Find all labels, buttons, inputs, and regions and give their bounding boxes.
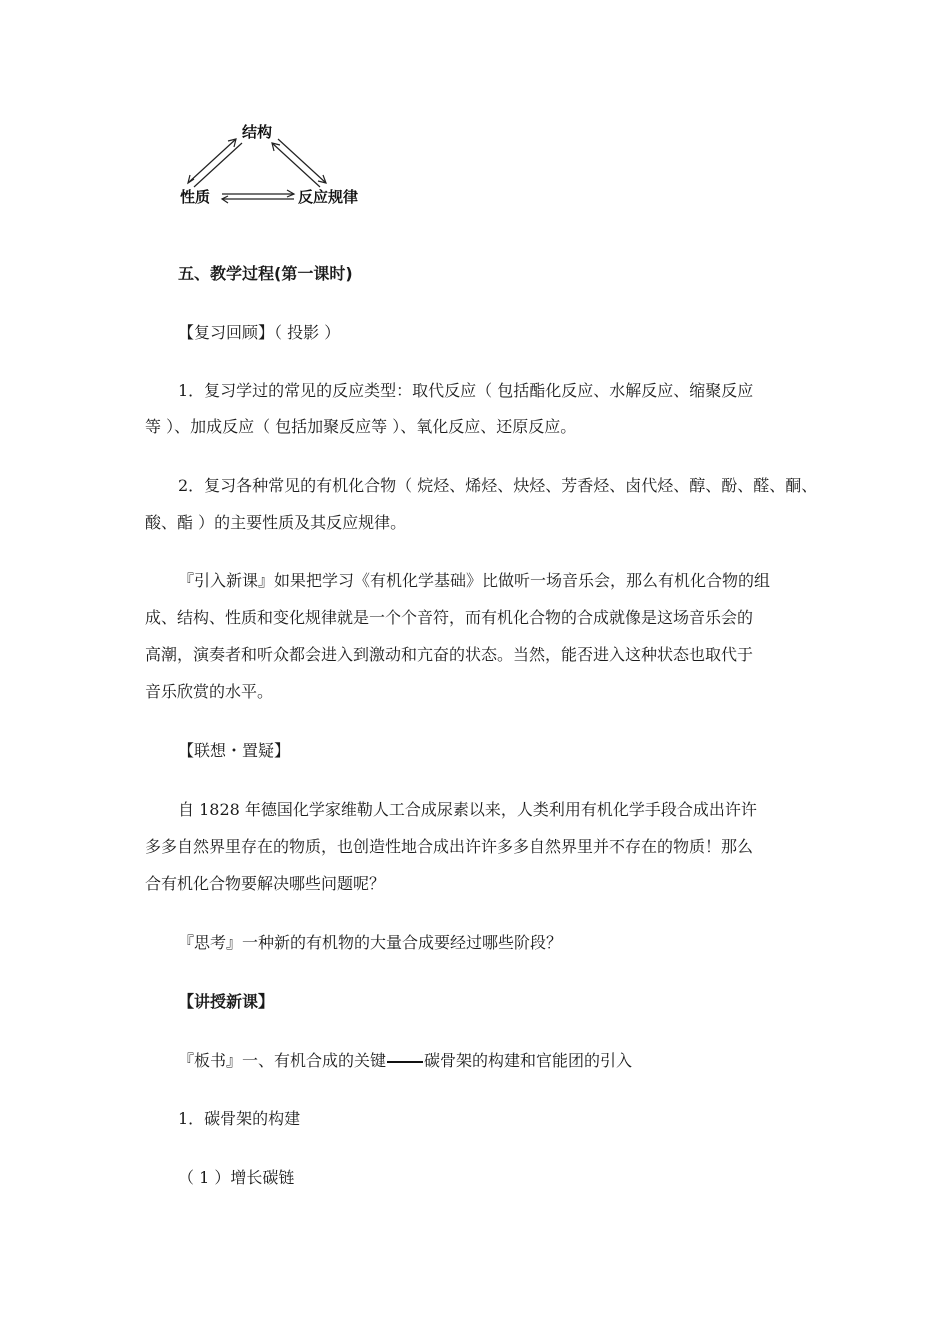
history-line-1: 自 1828 年德国化学家维勒人工合成尿素以来，人类利用有机化学手段合成出许许	[178, 800, 757, 819]
intro-line-2: 成、结构、性质和变化规律就是一个个音符，而有机化合物的合成就像是这场音乐会的	[145, 608, 754, 627]
history-line-2: 多多自然界里存在的物质，也创造性地合成出许许多多自然界里并不存在的物质！那么	[145, 837, 754, 856]
section-heading: 五、教学过程(第一课时)	[178, 264, 353, 283]
diagram-node-reaction-rule: 反应规律	[298, 188, 359, 206]
history-line-3: 合有机化合物要解决哪些问题呢？	[145, 874, 386, 893]
item2-line2: 酸、酯 ）的主要性质及其反应规律。	[145, 513, 407, 532]
review-label: 【复习回顾】	[178, 323, 275, 342]
intro-line-4: 音乐欣赏的水平。	[145, 682, 274, 701]
relationship-diagram	[170, 115, 380, 215]
board-post: 碳骨架的构建和官能团的引入	[424, 1051, 633, 1070]
diagram-node-property: 性质	[180, 188, 211, 206]
item1-line2: 等 ）、加成反应（ 包括加聚反应等 ）、氧化反应、还原反应。	[145, 417, 577, 436]
intro-line-3: 高潮，演奏者和听众都会进入到激动和亢奋的状态。当然，能否进入这种状态也取代于	[145, 645, 754, 664]
associate-heading: 【联想・置疑】	[178, 741, 291, 760]
board-line	[178, 1048, 632, 1071]
diagram-node-structure: 结构	[242, 123, 273, 141]
subsection-1: 1．碳骨架的构建	[178, 1109, 301, 1128]
board-pre: 『板书』一、有机合成的关键	[178, 1051, 387, 1070]
review-line	[178, 320, 340, 343]
item1-line1: 1．复习学过的常见的反应类型：取代反应（ 包括酯化反应、水解反应、缩聚反应	[178, 381, 754, 400]
think-line: 『思考』一种新的有机物的大量合成要经过哪些阶段？	[178, 933, 563, 952]
item2-line1: 2．复习各种常见的有机化合物（ 烷烃、烯烃、炔烃、芳香烃、卤代烃、醇、酚、醛、酮、	[178, 476, 818, 495]
review-sub: （ 投影 ）	[274, 323, 341, 342]
subsection-1-1: （ 1 ）增长碳链	[178, 1168, 295, 1187]
em-dash	[387, 1061, 423, 1063]
lecture-heading: 【讲授新课】	[178, 992, 275, 1011]
intro-line-1: 『引入新课』如果把学习《有机化学基础》比做听一场音乐会，那么有机化合物的组	[178, 571, 771, 590]
